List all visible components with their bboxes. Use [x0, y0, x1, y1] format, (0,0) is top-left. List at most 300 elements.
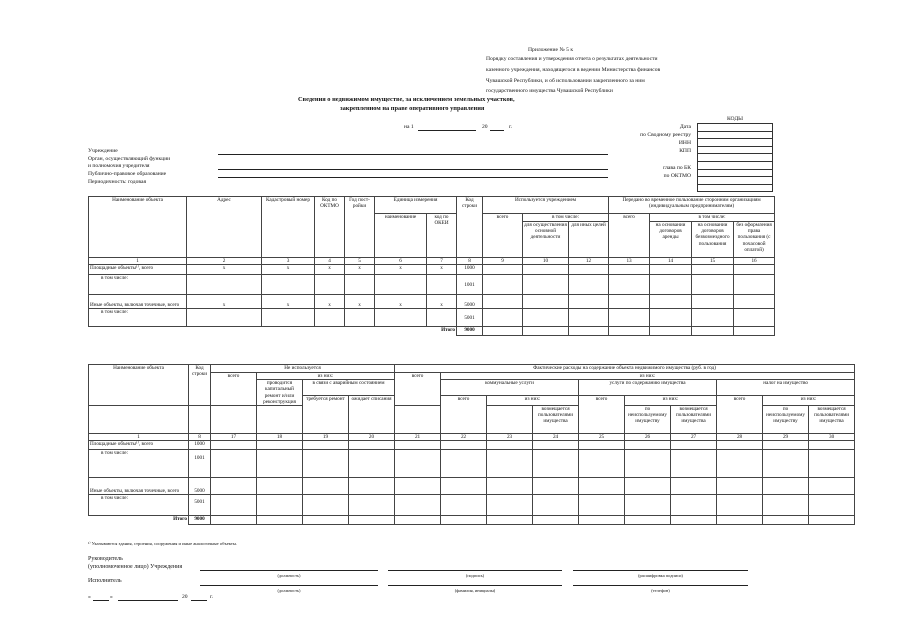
codes-cell[interactable]	[698, 139, 773, 147]
data-cell[interactable]	[211, 450, 257, 478]
data-cell[interactable]	[523, 327, 569, 336]
data-cell[interactable]	[579, 441, 625, 450]
x-cell: x	[187, 295, 262, 309]
column-number: 1	[89, 258, 187, 265]
col-used-header: Используется учреждением	[483, 197, 609, 214]
row-label: Площадные объекты¹⁾, всего	[89, 265, 187, 275]
column-number: 23	[487, 434, 533, 441]
column-number: 4	[315, 258, 345, 265]
data-cell[interactable]	[579, 495, 625, 516]
data-cell[interactable]	[625, 450, 671, 478]
x-cell: x	[262, 295, 315, 309]
col-trans-total-header: всего	[609, 214, 650, 258]
col-trans-incl-header: в том числе:	[650, 214, 775, 222]
col-used-total-header: всего	[483, 214, 523, 258]
data-cell[interactable]	[533, 478, 579, 495]
row-code: 1000	[457, 265, 483, 275]
table-row	[89, 309, 775, 327]
codes-cell[interactable]	[698, 131, 773, 139]
footnote: ¹⁾ Указываются здания, строения, сооружения и иные аналогичные объекты.	[88, 541, 238, 546]
data-cell[interactable]	[609, 327, 650, 336]
data-cell[interactable]	[650, 295, 692, 309]
data-cell[interactable]	[569, 327, 609, 336]
col-unit-name-header: наименование	[375, 214, 427, 258]
data-cell[interactable]	[257, 450, 303, 478]
column-number: 5	[345, 258, 375, 265]
data-cell[interactable]	[303, 450, 349, 478]
col-repair-header: проводится капитальный ремонт и/или реконструкция	[257, 380, 303, 406]
col-name-header: Наименование объекта	[89, 197, 187, 258]
col-transferred-header: Передано во временное пользование сторонним организациям (индивидуальным предпринимателям)	[609, 197, 775, 214]
data-cell[interactable]	[533, 450, 579, 478]
data-cell[interactable]	[483, 309, 523, 327]
data-cell[interactable]	[345, 275, 375, 295]
column-number: 13	[609, 258, 650, 265]
row-code: 1001	[457, 275, 483, 295]
header-spacer	[89, 406, 189, 434]
data-cell[interactable]	[315, 309, 345, 327]
heading-line2: закрепленном на праве оперативного управления	[340, 105, 485, 112]
data-cell[interactable]	[257, 441, 303, 450]
row-code: 5000	[457, 295, 483, 309]
codes-label: по ОКТМО	[663, 173, 691, 179]
x-cell: x	[315, 265, 345, 275]
data-cell[interactable]	[734, 275, 775, 295]
date-suffix: г.	[509, 124, 513, 130]
row-code: 5001	[189, 495, 211, 516]
column-number: 1	[89, 434, 189, 441]
org-label: Орган, осуществляющий функции	[88, 156, 171, 162]
data-cell[interactable]	[692, 275, 734, 295]
column-number: 28	[717, 434, 763, 441]
sign-year: 20	[182, 594, 188, 600]
data-cell[interactable]	[487, 441, 533, 450]
appendix-title: Приложение № 5 к	[528, 47, 574, 53]
column-number: 14	[650, 258, 692, 265]
data-cell[interactable]	[483, 295, 523, 309]
position-caption: (должность)	[277, 588, 301, 593]
total-label: Итого	[89, 327, 457, 336]
data-cell[interactable]	[609, 295, 650, 309]
data-cell[interactable]	[809, 478, 855, 495]
column-number: 3	[262, 258, 315, 265]
data-cell[interactable]	[441, 441, 487, 450]
data-cell[interactable]	[609, 275, 650, 295]
codes-label: ИНН	[678, 140, 691, 146]
col-tax-total-header: всего	[717, 396, 763, 434]
col-need-repair-header: требуется ремонт	[303, 396, 349, 434]
row-code: 9000	[189, 516, 211, 525]
date-quote: «	[88, 594, 91, 600]
data-cell[interactable]	[427, 275, 457, 295]
col-await-header: ожидает списания	[349, 396, 395, 434]
data-cell[interactable]	[257, 516, 303, 525]
codes-cell[interactable]	[698, 124, 773, 132]
col-unused-header: Не используется	[211, 365, 395, 373]
data-cell[interactable]	[211, 495, 257, 516]
codes-cell[interactable]	[698, 154, 773, 162]
data-cell[interactable]	[487, 495, 533, 516]
col-trans-rent-header: на основании договоров аренды	[650, 222, 692, 258]
data-cell[interactable]	[349, 495, 395, 516]
col-maint-reimb-header: возмещается пользователями имущества	[671, 406, 717, 434]
fio-caption: (фамилия, инициалы)	[454, 588, 496, 593]
col-util-reimb-header: возмещается пользователями имущества	[533, 406, 579, 434]
executor-label: Исполнитель	[88, 578, 122, 584]
header-spacer	[395, 406, 441, 434]
column-number: 6	[375, 258, 427, 265]
data-cell[interactable]	[349, 478, 395, 495]
x-cell: x	[345, 265, 375, 275]
data-cell[interactable]	[717, 516, 763, 525]
col-okei-header: код по ОКЕИ	[427, 214, 457, 258]
data-cell[interactable]	[303, 441, 349, 450]
day-field[interactable]	[93, 600, 109, 601]
data-cell[interactable]	[441, 495, 487, 516]
col-trans-free-header: на основании договоров безвозмездного пользования	[692, 222, 734, 258]
row-label: в том числе:	[89, 309, 187, 327]
data-cell[interactable]	[650, 327, 692, 336]
signature-field[interactable]	[388, 570, 562, 571]
col-maint-of-header: из них:	[625, 396, 717, 406]
x-cell: x	[375, 265, 427, 275]
data-cell[interactable]	[375, 275, 427, 295]
org-label: Периодичность: годовая	[88, 179, 147, 185]
column-number: 20	[349, 434, 395, 441]
col-util-unused-header: по неиспользуемому имуществу	[625, 406, 671, 434]
sign-g: г.	[210, 594, 214, 600]
col-tax-of-header: из них:	[763, 396, 855, 406]
data-cell[interactable]	[671, 516, 717, 525]
row-code: 5000	[189, 478, 211, 495]
data-cell[interactable]	[734, 265, 775, 275]
data-cell[interactable]	[523, 265, 569, 275]
data-cell[interactable]	[187, 309, 262, 327]
col-used-main-header: для осуществления основной деятельности	[523, 222, 569, 258]
data-cell[interactable]	[441, 516, 487, 525]
col-emergency-header: в связи с аварийным состоянием	[303, 380, 395, 396]
data-cell[interactable]	[523, 275, 569, 295]
data-cell[interactable]	[303, 495, 349, 516]
data-cell[interactable]	[717, 441, 763, 450]
data-cell[interactable]	[625, 495, 671, 516]
exec-name-field[interactable]	[388, 585, 562, 586]
position-caption: (должность)	[277, 573, 301, 578]
position-field[interactable]	[200, 570, 378, 571]
data-cell[interactable]	[211, 441, 257, 450]
column-number: 15	[692, 258, 734, 265]
data-cell[interactable]	[625, 441, 671, 450]
month-field[interactable]	[118, 600, 178, 601]
data-cell[interactable]	[717, 450, 763, 478]
row-code: 9000	[457, 327, 483, 336]
data-cell[interactable]	[734, 327, 775, 336]
codes-title: КОДЫ	[726, 116, 744, 122]
data-cell[interactable]	[487, 516, 533, 525]
org-field[interactable]	[218, 177, 608, 178]
data-cell[interactable]	[533, 495, 579, 516]
header-spacer	[211, 406, 257, 434]
row-label: Площадные объекты¹⁾, всего	[89, 441, 189, 450]
data-cell[interactable]	[523, 309, 569, 327]
org-field[interactable]	[218, 169, 608, 170]
data-cell[interactable]	[809, 495, 855, 516]
col-expenses-header: Фактические расходы на содержание объекта недвижимого имущества (руб. в год)	[395, 365, 855, 373]
data-cell[interactable]	[487, 450, 533, 478]
codes-cell[interactable]	[698, 169, 773, 177]
x-cell: x	[375, 295, 427, 309]
data-cell[interactable]	[211, 478, 257, 495]
data-cell[interactable]	[692, 265, 734, 275]
row-code: 5001	[457, 309, 483, 327]
x-cell: x	[315, 295, 345, 309]
appendix-line: Чувашской Республики, и об использовании закрепленного за ним	[486, 78, 645, 84]
column-numbers-row	[89, 258, 775, 265]
data-cell[interactable]	[671, 478, 717, 495]
data-cell[interactable]	[763, 495, 809, 516]
table-row	[89, 450, 855, 478]
data-cell[interactable]	[671, 441, 717, 450]
col-utilities-header: коммунальные услуги	[441, 380, 579, 396]
row-label: в том числе:	[89, 275, 187, 295]
x-cell: x	[262, 265, 315, 275]
data-cell[interactable]	[763, 441, 809, 450]
row-code: 1001	[189, 450, 211, 478]
data-cell[interactable]	[569, 309, 609, 327]
date-underline[interactable]	[418, 130, 476, 131]
column-number: 10	[523, 258, 569, 265]
org-label: Учреждение	[88, 148, 118, 154]
phone-caption: (телефон)	[651, 588, 670, 593]
data-cell[interactable]	[609, 309, 650, 327]
col-code-header: Код строки	[189, 365, 211, 406]
column-number: 26	[625, 434, 671, 441]
data-cell[interactable]	[809, 441, 855, 450]
data-cell[interactable]	[395, 478, 441, 495]
data-cell[interactable]	[533, 516, 579, 525]
data-cell[interactable]	[303, 516, 349, 525]
data-cell[interactable]	[569, 295, 609, 309]
codes-table	[697, 123, 773, 192]
col-maint-total-header: всего	[579, 396, 625, 434]
x-cell: x	[345, 295, 375, 309]
col-tax-reimb-header: возмещается пользователями имущества	[809, 406, 855, 434]
x-cell: x	[187, 265, 262, 275]
col-unused-of-header: из них:	[257, 373, 395, 380]
data-cell[interactable]	[809, 450, 855, 478]
row-label: Иные объекты, включая точечные, всего	[89, 478, 189, 495]
data-cell[interactable]	[345, 309, 375, 327]
column-number: 29	[763, 434, 809, 441]
codes-cell[interactable]	[698, 161, 773, 169]
data-cell[interactable]	[441, 450, 487, 478]
head-label: (уполномоченное лицо) Учреждения	[88, 564, 183, 570]
data-cell[interactable]	[692, 309, 734, 327]
data-cell[interactable]	[625, 478, 671, 495]
data-cell[interactable]	[375, 309, 427, 327]
col-used-incl-header: в том числе:	[523, 214, 609, 222]
data-cell[interactable]	[671, 495, 717, 516]
row-label: в том числе:	[89, 450, 189, 478]
date-prefix: на 1	[404, 124, 414, 130]
x-cell: x	[427, 295, 457, 309]
table-row	[89, 265, 775, 275]
codes-cell[interactable]	[698, 184, 773, 192]
column-number: 2	[187, 258, 262, 265]
codes-label: Дата	[679, 124, 691, 130]
col-util-of-header: из них:	[487, 396, 579, 406]
heading-line1: Сведения о недвижимом имуществе, за исключением земельных участков,	[298, 96, 515, 103]
data-cell[interactable]	[692, 295, 734, 309]
col-maint-unused-header: по неиспользуемому имуществу	[763, 406, 809, 434]
codes-label: по Сводному реестру	[640, 132, 691, 138]
col-exp-total-header: всего	[395, 373, 441, 406]
data-cell[interactable]	[303, 478, 349, 495]
data-cell[interactable]	[262, 309, 315, 327]
org-field[interactable]	[218, 154, 608, 155]
data-cell[interactable]	[763, 516, 809, 525]
codes-cell[interactable]	[698, 146, 773, 154]
col-address-header: Адрес	[187, 197, 262, 258]
table-row	[89, 516, 855, 525]
data-cell[interactable]	[569, 265, 609, 275]
data-cell[interactable]	[395, 516, 441, 525]
data-cell[interactable]	[579, 478, 625, 495]
phone-field[interactable]	[573, 585, 748, 586]
column-number: 12	[569, 258, 609, 265]
date-quote: »	[110, 594, 113, 600]
data-cell[interactable]	[692, 327, 734, 336]
data-cell[interactable]	[349, 441, 395, 450]
column-number: 8	[457, 258, 483, 265]
column-number: 30	[809, 434, 855, 441]
decode-field[interactable]	[573, 570, 748, 571]
table-row	[89, 327, 775, 336]
data-cell[interactable]	[441, 478, 487, 495]
col-unit-header: Единица измерения	[375, 197, 457, 214]
codes-label: КПП	[679, 148, 691, 154]
col-trans-nodoc-header: без оформления права пользования (с почасовой оплатой)	[734, 222, 775, 258]
data-cell[interactable]	[187, 275, 262, 295]
appendix-line: казенного учреждения, находящегося в ведении Министерства финансов	[486, 67, 661, 73]
date-year: 20	[482, 124, 488, 130]
expenses-table	[88, 364, 855, 525]
data-cell[interactable]	[763, 478, 809, 495]
decode-caption: (расшифровка подписи)	[638, 573, 683, 578]
table-row	[89, 275, 775, 295]
header-spacer	[189, 406, 211, 434]
column-number: 8	[189, 434, 211, 441]
row-label: Иные объекты, включая точечные, всего	[89, 295, 187, 309]
data-cell[interactable]	[809, 516, 855, 525]
column-number: 22	[441, 434, 487, 441]
col-exp-of-header: из них:	[441, 373, 855, 380]
data-cell[interactable]	[211, 516, 257, 525]
data-cell[interactable]	[315, 275, 345, 295]
data-cell[interactable]	[349, 450, 395, 478]
data-cell[interactable]	[487, 478, 533, 495]
table-row	[89, 478, 855, 495]
col-oktmo-header: Код по ОКТМО	[315, 197, 345, 258]
data-cell[interactable]	[533, 441, 579, 450]
data-cell[interactable]	[763, 450, 809, 478]
col-name-header: Наименование объекта	[89, 365, 189, 406]
org-label: и полномочия учредителя	[88, 163, 150, 169]
column-number: 27	[671, 434, 717, 441]
data-cell[interactable]	[625, 516, 671, 525]
data-cell[interactable]	[262, 275, 315, 295]
data-cell[interactable]	[579, 516, 625, 525]
data-cell[interactable]	[483, 275, 523, 295]
data-cell[interactable]	[257, 495, 303, 516]
data-cell[interactable]	[427, 309, 457, 327]
data-cell[interactable]	[717, 495, 763, 516]
data-cell[interactable]	[257, 478, 303, 495]
codes-cell[interactable]	[698, 177, 773, 185]
data-cell[interactable]	[734, 309, 775, 327]
org-label: Публично-правовое образование	[88, 171, 167, 177]
data-cell[interactable]	[579, 450, 625, 478]
data-cell[interactable]	[609, 265, 650, 275]
data-cell[interactable]	[650, 275, 692, 295]
data-cell[interactable]	[650, 309, 692, 327]
table-row	[89, 295, 775, 309]
column-number: 24	[533, 434, 579, 441]
col-year-header: Год пост-ройки	[345, 197, 375, 258]
column-number: 16	[734, 258, 775, 265]
data-cell[interactable]	[523, 295, 569, 309]
sign-caption: (подпись)	[465, 573, 485, 578]
data-cell[interactable]	[483, 327, 523, 336]
data-cell[interactable]	[569, 275, 609, 295]
codes-label: глава по БК	[663, 165, 691, 171]
data-cell[interactable]	[395, 441, 441, 450]
exec-position-field[interactable]	[200, 585, 378, 586]
col-tax-header: налог на имущество	[717, 380, 855, 396]
head-label: Руководитель	[88, 556, 123, 562]
appendix-line: Порядку составления и утверждения отчета о результатах деятельности	[486, 56, 658, 62]
x-cell: x	[427, 265, 457, 275]
col-used-other-header: для иных целей	[569, 222, 609, 258]
data-cell[interactable]	[671, 450, 717, 478]
data-cell[interactable]	[734, 295, 775, 309]
data-cell[interactable]	[483, 265, 523, 275]
column-number: 18	[257, 434, 303, 441]
table-row	[89, 441, 855, 450]
column-number: 7	[427, 258, 457, 265]
column-numbers-row	[89, 434, 855, 441]
col-maintenance-header: услуги по содержанию имущества	[579, 380, 717, 396]
col-unused-total-header: всего	[211, 373, 257, 406]
column-number: 9	[483, 258, 523, 265]
appendix-line: государственного имущества Чувашской Республики	[486, 88, 613, 94]
year-underline[interactable]	[490, 130, 504, 131]
data-cell[interactable]	[395, 450, 441, 478]
data-cell[interactable]	[395, 495, 441, 516]
data-cell[interactable]	[717, 478, 763, 495]
col-util-total-header: всего	[441, 396, 487, 434]
column-number: 19	[303, 434, 349, 441]
row-label: в том числе:	[89, 495, 189, 516]
data-cell[interactable]	[650, 265, 692, 275]
year-field[interactable]	[191, 600, 207, 601]
total-label: Итого	[89, 516, 189, 525]
header-spacer	[487, 406, 533, 434]
column-number: 17	[211, 434, 257, 441]
data-cell[interactable]	[349, 516, 395, 525]
property-table	[88, 196, 775, 336]
col-cadastral-header: Кадастровый номер	[262, 197, 315, 258]
